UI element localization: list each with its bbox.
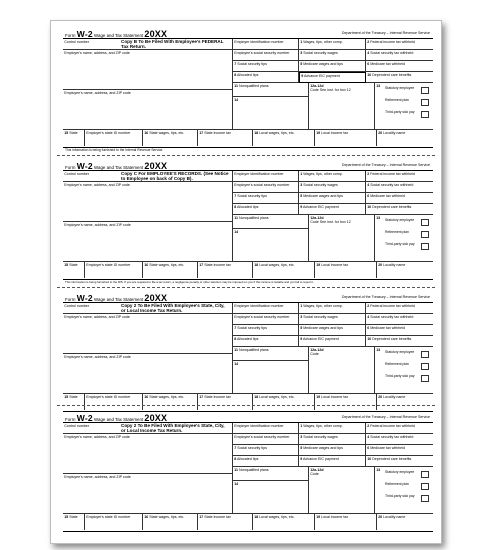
box-8[interactable]: 8 Allocated tips	[233, 72, 299, 83]
box-7-label: Social security tips	[237, 325, 267, 330]
statutory-employee-label: Statutory employee	[385, 470, 415, 474]
box-1-label: Wages, tips, other comp.	[303, 303, 343, 308]
box-8-label: Allocated tips	[237, 336, 259, 341]
box-12-code-label: Code	[310, 471, 319, 476]
box-15-state[interactable]: 15 State	[63, 130, 85, 146]
form-year: 20XX	[144, 413, 168, 423]
box-13-label: 13	[376, 83, 381, 88]
box-1[interactable]: 1 Wages, tips, other comp.	[299, 171, 366, 182]
box-4[interactable]: 4 Social security tax withheld	[366, 314, 433, 325]
employer-name-label: Employer's name, address, and ZIP code	[64, 182, 130, 187]
box-16[interactable]: 16 State wages, tips, etc.	[143, 130, 198, 146]
box-7-label: Social security tips	[237, 193, 267, 198]
form-header	[63, 411, 433, 421]
box-11[interactable]: 11 Nonqualified plans	[233, 467, 309, 481]
box-3[interactable]: 3 Social security wages	[299, 434, 366, 445]
box-10-label: Dependent care benefits	[372, 456, 412, 461]
employer-name-label: Employer's name, address, and ZIP code	[64, 50, 130, 55]
box-5[interactable]: 5 Medicare wages and tips	[299, 61, 366, 72]
box-3-label: Social security wages	[303, 50, 338, 55]
employer-name-box[interactable]	[63, 314, 233, 354]
box-15-state-id[interactable]	[85, 262, 143, 278]
form-year: 20XX	[144, 161, 168, 171]
box-17[interactable]: 17 State income tax	[198, 130, 253, 146]
form-year: 20XX	[144, 293, 168, 303]
box-2-label: Federal income tax withheld	[370, 423, 415, 428]
box-9[interactable]: 9 Advance EIC payment	[299, 336, 366, 347]
box-2[interactable]: 2 Federal income tax withheld	[366, 171, 433, 182]
control-number-label: Control number	[64, 423, 89, 428]
form-number: W-2	[76, 293, 93, 303]
box-1[interactable]: 1 Wages, tips, other comp.	[299, 303, 366, 314]
box-15-state[interactable]: 15 State	[63, 394, 85, 410]
box-13[interactable]	[375, 347, 433, 394]
box-16[interactable]: 16 State wages, tips, etc.	[143, 514, 198, 530]
form-header	[63, 27, 433, 37]
box-12-label: 12a-12d	[310, 215, 324, 220]
box-19[interactable]: 19 Local income tax	[315, 130, 377, 146]
box-19[interactable]: 19 Local income tax	[315, 514, 377, 530]
box-18-label: Local wages, tips, etc.	[259, 262, 295, 267]
form-header	[63, 159, 433, 169]
box-2[interactable]: 2 Federal income tax withheld	[366, 423, 433, 434]
box-12-label: 12a-12d	[310, 467, 324, 472]
box-18-label: Local wages, tips, etc.	[259, 394, 295, 399]
box-2[interactable]: 2 Federal income tax withheld	[366, 303, 433, 314]
box-15-state-label: State	[69, 130, 78, 135]
box-15-state-id[interactable]	[85, 514, 143, 530]
statutory-employee-checkbox[interactable]	[421, 471, 429, 478]
w2-copy-c	[63, 159, 433, 284]
form-number: W-2	[76, 29, 93, 39]
box-13[interactable]	[375, 83, 433, 130]
box-5[interactable]: 5 Medicare wages and tips	[299, 445, 366, 456]
box-6-label: Medicare tax withheld	[370, 193, 405, 198]
form-word: Form	[65, 297, 76, 302]
box-4[interactable]: 4 Social security tax withheld	[366, 182, 433, 193]
box-3-label: Social security wages	[303, 434, 338, 439]
box-8[interactable]: 8 Allocated tips	[233, 336, 299, 347]
dept-treasury: Department of the Treasury – Internal Revenue Service	[341, 415, 430, 419]
box-8-label: Allocated tips	[237, 204, 259, 209]
form-word: Form	[65, 417, 76, 422]
statutory-employee-checkbox[interactable]	[421, 351, 429, 358]
box-18[interactable]: 18 Local wages, tips, etc.	[253, 394, 315, 410]
w2-copy-b	[63, 27, 433, 152]
third-party-sick-pay-checkbox[interactable]	[421, 111, 429, 118]
box-15-state-id-label: Employer's state ID number	[86, 262, 131, 267]
box-12-code-label: Code	[310, 219, 319, 224]
ssn-label: Employee's social security number	[234, 434, 290, 439]
box-12[interactable]	[309, 347, 375, 394]
perforation-line	[57, 287, 435, 288]
box-19-label: Local income tax	[321, 130, 349, 135]
box-18-label: Local wages, tips, etc.	[259, 514, 295, 519]
statutory-employee-checkbox[interactable]	[421, 87, 429, 94]
box-6-label: Medicare tax withheld	[370, 325, 405, 330]
box-4[interactable]: 4 Social security tax withheld	[366, 50, 433, 61]
box-10[interactable]: 10 Dependent care benefits	[366, 72, 433, 83]
ein-label: Employer identification number	[234, 171, 284, 176]
box-4-label: Social security tax withheld	[370, 314, 414, 319]
box-15-state-id-label: Employer's state ID number	[86, 130, 131, 135]
box-16-label: State wages, tips, etc.	[149, 514, 185, 519]
box-3[interactable]: 3 Social security wages	[299, 314, 366, 325]
box-12-see-label: See inst. for box 12	[319, 219, 351, 224]
box-15-state-label: State	[69, 262, 78, 267]
box-9-label: Advance EIC payment	[303, 204, 339, 209]
box-19-label: Local income tax	[321, 514, 349, 519]
box-9-label: Advance EIC payment	[303, 336, 339, 341]
box-11-label: Nonqualified plans	[239, 215, 269, 220]
box-17-label: State income tax	[204, 514, 231, 519]
box-13[interactable]	[375, 215, 433, 262]
box-3-label: Social security wages	[303, 182, 338, 187]
copy-footnote: This information is being furnished to the IRS. If you are required to file a tax return, a negligence penalty or other sanction may be imposed on you if this income is taxable and you fail to report it.	[65, 280, 314, 284]
box-7-label: Social security tips	[237, 445, 267, 450]
box-17[interactable]: 17 State income tax	[198, 514, 253, 530]
ssn-label: Employee's social security number	[234, 182, 290, 187]
employee-name-label: Employee's name, address, and ZIP code	[64, 354, 131, 359]
ssn-box[interactable]	[233, 434, 299, 445]
box-18[interactable]: 18 Local wages, tips, etc.	[253, 262, 315, 278]
ssn-label: Employee's social security number	[234, 314, 290, 319]
box-1[interactable]: 1 Wages, tips, other comp.	[299, 39, 366, 50]
box-12[interactable]	[309, 83, 375, 130]
ein-box[interactable]	[233, 303, 299, 314]
dept-treasury: Department of the Treasury – Internal Revenue Service	[341, 31, 430, 35]
box-15-state-label: State	[69, 514, 78, 519]
statutory-employee-label: Statutory employee	[385, 350, 415, 354]
box-4-label: Social security tax withheld	[370, 434, 414, 439]
box-8[interactable]: 8 Allocated tips	[233, 456, 299, 467]
control-number-label: Control number	[64, 39, 89, 44]
box-16-label: State wages, tips, etc.	[149, 262, 185, 267]
control-number-box[interactable]	[63, 171, 233, 182]
box-20[interactable]: 20 Locality name	[378, 130, 406, 135]
box-13-label: 13	[376, 347, 381, 352]
box-7-label: Social security tips	[237, 61, 267, 66]
copy-label: Copy 2 To Be Filed With Employee's State, City, or Local Income Tax Return.	[121, 303, 225, 313]
third-party-sick-pay-label: Third-party sick pay	[385, 110, 415, 114]
box-14[interactable]	[233, 361, 309, 394]
w2-box-grid	[63, 302, 433, 412]
third-party-sick-pay-label: Third-party sick pay	[385, 242, 415, 246]
box-14-label: 14	[234, 361, 239, 366]
box-5-label: Medicare wages and tips	[303, 193, 343, 198]
box-9[interactable]: 9 Advance EIC payment	[299, 72, 366, 83]
box-16-label: State wages, tips, etc.	[149, 394, 185, 399]
dept-treasury: Department of the Treasury – Internal Revenue Service	[341, 295, 430, 299]
box-5[interactable]: 5 Medicare wages and tips	[299, 325, 366, 336]
retirement-plan-checkbox[interactable]	[421, 483, 429, 490]
box-7[interactable]: 7 Social security tips	[233, 61, 299, 72]
box-7[interactable]: 7 Social security tips	[233, 325, 299, 336]
employee-name-label: Employee's name, address, and ZIP code	[64, 90, 131, 95]
box-20[interactable]: 20 Locality name	[378, 394, 406, 399]
employee-name-box[interactable]	[63, 474, 233, 514]
box-15-state[interactable]: 15 State	[63, 262, 85, 278]
form-statement: Wage and Tax Statement	[94, 297, 144, 302]
ssn-box[interactable]	[233, 182, 299, 193]
box-14[interactable]	[233, 481, 309, 514]
box-10-label: Dependent care benefits	[372, 336, 412, 341]
form-statement: Wage and Tax Statement	[94, 417, 144, 422]
copy-label: Copy C For EMPLOYEE'S RECORDS. (See Notice to Employee on back of Copy B).	[121, 171, 229, 181]
box-2[interactable]: 2 Federal income tax withheld	[366, 39, 433, 50]
box-7[interactable]: 7 Social security tips	[233, 445, 299, 456]
form-number: W-2	[76, 413, 93, 423]
box-2-label: Federal income tax withheld	[370, 171, 415, 176]
box-5-label: Medicare wages and tips	[303, 445, 343, 450]
form-year: 20XX	[144, 29, 168, 39]
box-16[interactable]: 16 State wages, tips, etc.	[143, 394, 198, 410]
box-16-label: State wages, tips, etc.	[149, 130, 185, 135]
control-number-box[interactable]	[63, 303, 233, 314]
statutory-employee-checkbox[interactable]	[421, 219, 429, 226]
copy-label: Copy 2 To Be Filed With Employee's State, City, or Local Income Tax Return.	[121, 423, 225, 433]
box-10[interactable]: 10 Dependent care benefits	[366, 456, 433, 467]
box-1-label: Wages, tips, other comp.	[303, 171, 343, 176]
third-party-sick-pay-checkbox[interactable]	[421, 243, 429, 250]
box-3[interactable]: 3 Social security wages	[299, 182, 366, 193]
box-17[interactable]: 17 State income tax	[198, 394, 253, 410]
employer-name-label: Employer's name, address, and ZIP code	[64, 314, 130, 319]
employee-name-box[interactable]	[63, 354, 233, 394]
form-statement: Wage and Tax Statement	[94, 165, 144, 170]
form-number: W-2	[76, 161, 93, 171]
box-20-label: Locality name	[383, 130, 406, 135]
box-12-label: 12a-12d	[310, 347, 324, 352]
box-8[interactable]: 8 Allocated tips	[233, 204, 299, 215]
box-10-label: Dependent care benefits	[372, 72, 412, 77]
ein-label: Employer identification number	[234, 39, 284, 44]
control-number-label: Control number	[64, 303, 89, 308]
form-statement: Wage and Tax Statement	[94, 33, 144, 38]
dept-treasury: Department of the Treasury – Internal Revenue Service	[341, 163, 430, 167]
statutory-employee-label: Statutory employee	[385, 86, 415, 90]
box-4-label: Social security tax withheld	[370, 50, 414, 55]
box-6[interactable]: 6 Medicare tax withheld	[366, 61, 433, 72]
box-12[interactable]	[309, 467, 375, 514]
box-20-label: Locality name	[383, 514, 406, 519]
ssn-box[interactable]	[233, 50, 299, 61]
statutory-employee-label: Statutory employee	[385, 218, 415, 222]
box-14[interactable]	[233, 97, 309, 130]
box-14-label: 14	[234, 97, 239, 102]
box-17-label: State income tax	[204, 262, 231, 267]
box-15-state-id-label: Employer's state ID number	[86, 514, 131, 519]
box-20-label: Locality name	[383, 394, 406, 399]
control-number-box[interactable]	[63, 423, 233, 434]
box-12-see-label: See inst. for box 12	[319, 87, 351, 92]
box-12[interactable]	[309, 215, 375, 262]
retirement-plan-checkbox[interactable]	[421, 363, 429, 370]
box-11-label: Nonqualified plans	[239, 83, 269, 88]
box-6[interactable]: 6 Medicare tax withheld	[366, 193, 433, 204]
perforation-line	[57, 155, 435, 156]
w2-form-sheet	[50, 20, 442, 544]
employee-name-label: Employee's name, address, and ZIP code	[64, 474, 131, 479]
ssn-label: Employee's social security number	[234, 50, 290, 55]
form-header	[63, 291, 433, 301]
third-party-sick-pay-label: Third-party sick pay	[385, 494, 415, 498]
box-10[interactable]: 10 Dependent care benefits	[366, 204, 433, 215]
box-11[interactable]: 11 Nonqualified plans	[233, 215, 309, 229]
copy-label: Copy B To Be Filed With Employee's FEDERAL Tax Return.	[121, 39, 224, 49]
box-1[interactable]: 1 Wages, tips, other comp.	[299, 423, 366, 434]
employer-name-box[interactable]	[63, 182, 233, 222]
box-18-label: Local wages, tips, etc.	[259, 130, 295, 135]
box-17-label: State income tax	[204, 130, 231, 135]
third-party-sick-pay-checkbox[interactable]	[421, 375, 429, 382]
form-word: Form	[65, 33, 76, 38]
w2-box-grid	[63, 38, 433, 148]
box-6[interactable]: 6 Medicare tax withheld	[366, 445, 433, 456]
box-15-state[interactable]: 15 State	[63, 514, 85, 530]
box-12-code-label: Code	[310, 87, 319, 92]
control-number-box[interactable]	[63, 39, 233, 50]
box-16[interactable]: 16 State wages, tips, etc.	[143, 262, 198, 278]
ein-label: Employer identification number	[234, 423, 284, 428]
box-5-label: Medicare wages and tips	[303, 325, 343, 330]
box-9-label: Advance EIC payment	[304, 73, 340, 78]
third-party-sick-pay-label: Third-party sick pay	[385, 374, 415, 378]
box-4[interactable]: 4 Social security tax withheld	[366, 434, 433, 445]
box-14-label: 14	[234, 229, 239, 234]
box-7[interactable]: 7 Social security tips	[233, 193, 299, 204]
employee-name-box[interactable]	[63, 222, 233, 262]
box-6[interactable]: 6 Medicare tax withheld	[366, 325, 433, 336]
box-15-state-id-label: Employer's state ID number	[86, 394, 131, 399]
retirement-plan-label: Retirement plan	[385, 230, 409, 234]
box-10-label: Dependent care benefits	[372, 204, 412, 209]
box-19-label: Local income tax	[321, 394, 349, 399]
box-17-label: State income tax	[204, 394, 231, 399]
box-11-label: Nonqualified plans	[239, 347, 269, 352]
form-word: Form	[65, 165, 76, 170]
ein-box[interactable]	[233, 39, 299, 50]
employer-name-box[interactable]	[63, 50, 233, 90]
box-12-code-label: Code	[310, 351, 319, 356]
perforation-line	[57, 405, 435, 406]
box-19-label: Local income tax	[321, 262, 349, 267]
box-3[interactable]: 3 Social security wages	[299, 50, 366, 61]
box-19[interactable]: 19 Local income tax	[315, 394, 377, 410]
box-13-label: 13	[376, 215, 381, 220]
employer-name-label: Employer's name, address, and ZIP code	[64, 434, 130, 439]
box-12-label: 12a-12d	[310, 83, 324, 88]
box-13-label: 13	[376, 467, 381, 472]
employee-name-box[interactable]	[63, 90, 233, 130]
box-15-state-id[interactable]	[85, 130, 143, 146]
retirement-plan-checkbox[interactable]	[421, 231, 429, 238]
box-20[interactable]: 20 Locality name	[378, 262, 406, 267]
box-15-state-label: State	[69, 394, 78, 399]
box-9-label: Advance EIC payment	[303, 456, 339, 461]
box-1-label: Wages, tips, other comp.	[303, 39, 343, 44]
box-1-label: Wages, tips, other comp.	[303, 423, 343, 428]
box-8-label: Allocated tips	[237, 72, 259, 77]
box-10[interactable]: 10 Dependent care benefits	[366, 336, 433, 347]
box-3-label: Social security wages	[303, 314, 338, 319]
retirement-plan-label: Retirement plan	[385, 362, 409, 366]
box-9[interactable]: 9 Advance EIC payment	[299, 456, 366, 467]
w2-copy-2-local	[63, 411, 433, 535]
box-14[interactable]	[233, 229, 309, 262]
retirement-plan-label: Retirement plan	[385, 482, 409, 486]
box-2-label: Federal income tax withheld	[370, 39, 415, 44]
box-18[interactable]: 18 Local wages, tips, etc.	[253, 130, 315, 146]
box-2-label: Federal income tax withheld	[370, 303, 415, 308]
box-11[interactable]: 11 Nonqualified plans	[233, 83, 309, 97]
box-9[interactable]: 9 Advance EIC payment	[299, 204, 366, 215]
w2-box-grid	[63, 422, 433, 532]
w2-box-grid	[63, 170, 433, 280]
w2-copy-2-state	[63, 291, 433, 413]
box-8-label: Allocated tips	[237, 456, 259, 461]
ein-box[interactable]	[233, 171, 299, 182]
employer-name-box[interactable]	[63, 434, 233, 474]
retirement-plan-checkbox[interactable]	[421, 99, 429, 106]
box-18[interactable]: 18 Local wages, tips, etc.	[253, 514, 315, 530]
box-4-label: Social security tax withheld	[370, 182, 414, 187]
box-14-label: 14	[234, 481, 239, 486]
box-20-label: Locality name	[383, 262, 406, 267]
box-11[interactable]: 11 Nonqualified plans	[233, 347, 309, 361]
box-6-label: Medicare tax withheld	[370, 61, 405, 66]
box-6-label: Medicare tax withheld	[370, 445, 405, 450]
control-number-label: Control number	[64, 171, 89, 176]
box-5[interactable]: 5 Medicare wages and tips	[299, 193, 366, 204]
box-5-label: Medicare wages and tips	[303, 61, 343, 66]
box-13[interactable]	[375, 467, 433, 514]
employee-name-label: Employee's name, address, and ZIP code	[64, 222, 131, 227]
ssn-box[interactable]	[233, 314, 299, 325]
box-19[interactable]: 19 Local income tax	[315, 262, 377, 278]
retirement-plan-label: Retirement plan	[385, 98, 409, 102]
box-20[interactable]: 20 Locality name	[378, 514, 406, 519]
box-17[interactable]: 17 State income tax	[198, 262, 253, 278]
ein-label: Employer identification number	[234, 303, 284, 308]
box-15-state-id[interactable]	[85, 394, 143, 410]
copy-footnote: This information is being furnished to the Internal Revenue Service.	[65, 148, 164, 152]
box-11-label: Nonqualified plans	[239, 467, 269, 472]
third-party-sick-pay-checkbox[interactable]	[421, 495, 429, 502]
ein-box[interactable]	[233, 423, 299, 434]
